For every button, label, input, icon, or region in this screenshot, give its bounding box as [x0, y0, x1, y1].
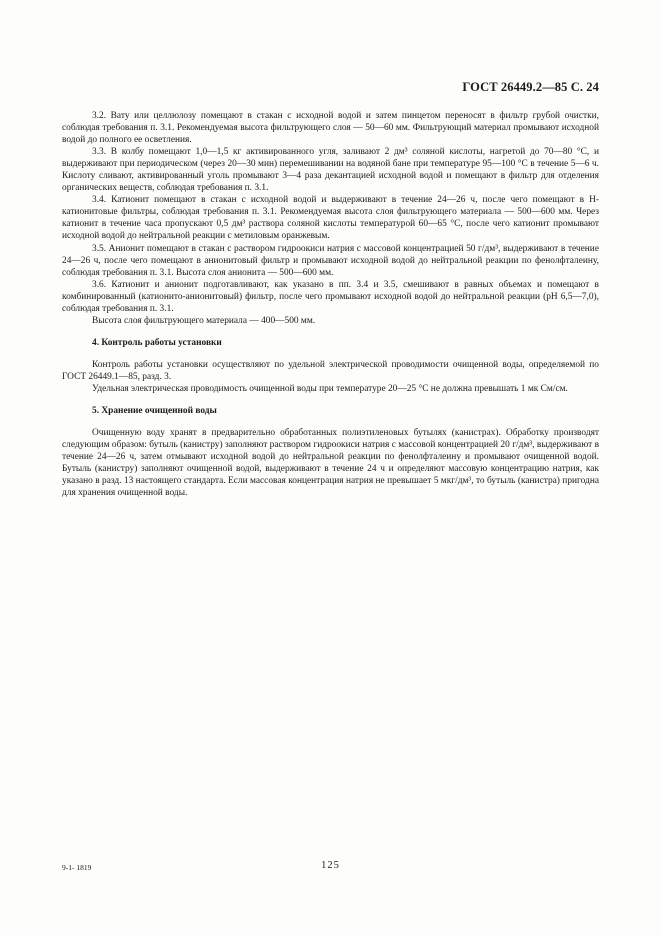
section-5-heading: 5. Хранение очищенной воды	[92, 406, 217, 417]
footer-print-code: 9-1- 1819	[62, 863, 92, 872]
document-body	[62, 110, 599, 499]
paragraph-3-3: 3.3. В колбу помещают 1,0—1,5 кг активированного угля, заливают 2 дм³ соляной кислоты, нагретой до 70—80 °С, и выдерживают при периодическом (через 20—30 мин) перемешивании на водяной бане при температуре 95—100 °С в течение 5—6 ч. Кислоту сливают, активированный уголь промывают 3—4 раза декантацией исходной водой и помещают в фильтр для отделения органических веществ, соблюдая требования п. 3.1.	[62, 147, 599, 194]
paragraph-3-6: 3.6. Катионит и анионит подготавливают, как указано в пп. 3.4 и 3.5, смешивают в равных объемах и помещают в комбинированный (катионито-анионитовый) фильтр, после чего промывают исходной водой до нейтральной реакции (рН 6,5—7,0), соблюдая требования п. 3.1.	[62, 279, 599, 314]
page-number: 125	[321, 860, 340, 871]
paragraph-3-4: 3.4. Катионит помещают в стакан с исходной водой и выдерживают в течение 24—26 ч, после чего помещают в Н-катионитовые фильтры, соблюдая требования п. 3.1. Рекомендуемая высота слоя фильтрующего материала — 500—600 мм. Через катионит в течение часа пропускают 0,5 дм³ раствора соляной кислоты температурой 60—65 °С, после чего катионит промывают исходной водой до нейтральной реакции с метиловым оранжевым.	[62, 195, 599, 242]
paragraph-3-5: 3.5. Анионит помещают в стакан с раствором гидроокиси натрия с массовой концентрацией 50 г/дм³, выдерживают в течение 24—26 ч, после чего помещают в анионитовый фильтр и промывают исходной водой до нейтральной реакции по фенолфталеину, соблюдая требования п. 3.1. Высота слоя анионита — 500—600 мм.	[62, 243, 599, 278]
section-4-paragraph: Контроль работы установки осуществляют по удельной электрической проводимости очищенной воды, определяемой по ГОСТ 26449.1—85, разд. 3.	[62, 359, 599, 382]
paragraph-3-2: 3.2. Вату или целлюлозу помещают в стакан с исходной водой и затем пинцетом переносят в фильтр грубой очистки, соблюдая требования п. 3.1. Рекомендуемая высота фильтрующего слоя — 50—60 мм. Фильтрующий материал промывают исходной водой до полного ее осветления.	[62, 111, 599, 146]
section-4-heading: 4. Контроль работы установки	[92, 337, 222, 348]
section-5-paragraph: Очищенную воду хранят в предварительно обработанных полиэтиленовых бутылях (канистрах). Обработку производят следующим образом: бутыль (канистру) заполняют раствором гидроокиси натрия с массовой концентрацией 20 г/дм³, выдерживают в течение 24—26 ч, затем отмывают исходной водой до нейтральной реакции по фенолфталеину и промывают очищенной водой. Бутыль (канистру) заполняют очищенной водой, выдерживают в течение 24 ч и определяют массовую концентрацию натрия, как указано в разд. 13 настоящего стандарта. Если массовая концентрация натрия не превышает 5 мкг/дм³, то бутыль (канистра) пригодна для хранения очищенной воды.	[62, 428, 599, 499]
paragraph-3-6-height: Высота слоя фильтрующего материала — 400—500 мм.	[92, 315, 316, 326]
section-4-paragraph: Удельная электрическая проводимость очищенной воды при температуре 20—25 °С не должна превышать 1 мк См/см.	[92, 383, 568, 394]
page-header: ГОСТ 26449.2—85 С. 24	[462, 80, 599, 94]
